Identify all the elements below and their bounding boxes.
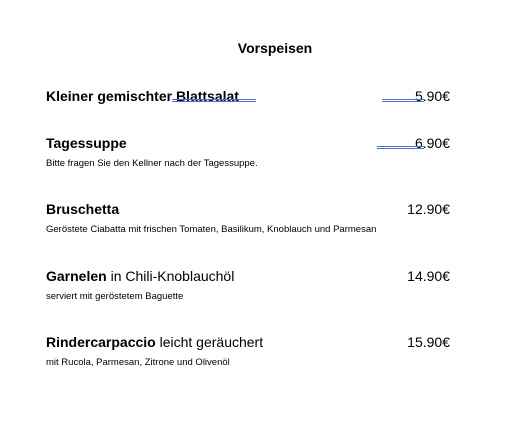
item-price: 14.90€ <box>407 268 450 284</box>
item-name: Garnelen in Chili-Knoblauchöl <box>46 268 235 284</box>
item-name: Tagessuppe <box>46 135 127 151</box>
spellcheck-underline <box>377 146 424 149</box>
item-name: Bruschetta <box>46 201 120 217</box>
item-name: Rindercarpaccio leicht geräuchert <box>46 334 264 350</box>
spellcheck-underline <box>172 99 256 102</box>
item-description: Geröstete Ciabatta mit frischen Tomaten, Basilikum, Knoblauch und Parmesan <box>46 224 377 235</box>
item-description: serviert mit geröstetem Baguette <box>46 291 184 302</box>
item-price: 15.90€ <box>407 334 450 350</box>
item-name: Kleiner gemischter Blattsalat <box>46 88 239 104</box>
menu-item <box>46 334 450 368</box>
item-price: 6.90€ <box>414 135 450 151</box>
item-price: 5.90€ <box>414 88 450 104</box>
spellcheck-underline <box>382 99 424 102</box>
menu-item <box>46 88 450 106</box>
menu-item <box>46 135 450 169</box>
item-price: 12.90€ <box>407 201 450 217</box>
menu-item <box>46 268 450 302</box>
item-description: mit Rucola, Parmesan, Zitrone und Olivenöl <box>46 357 230 368</box>
section-heading: Vorspeisen <box>237 40 313 56</box>
menu-item <box>46 201 450 235</box>
item-description: Bitte fragen Sie den Kellner nach der Tagessuppe. <box>46 158 258 169</box>
